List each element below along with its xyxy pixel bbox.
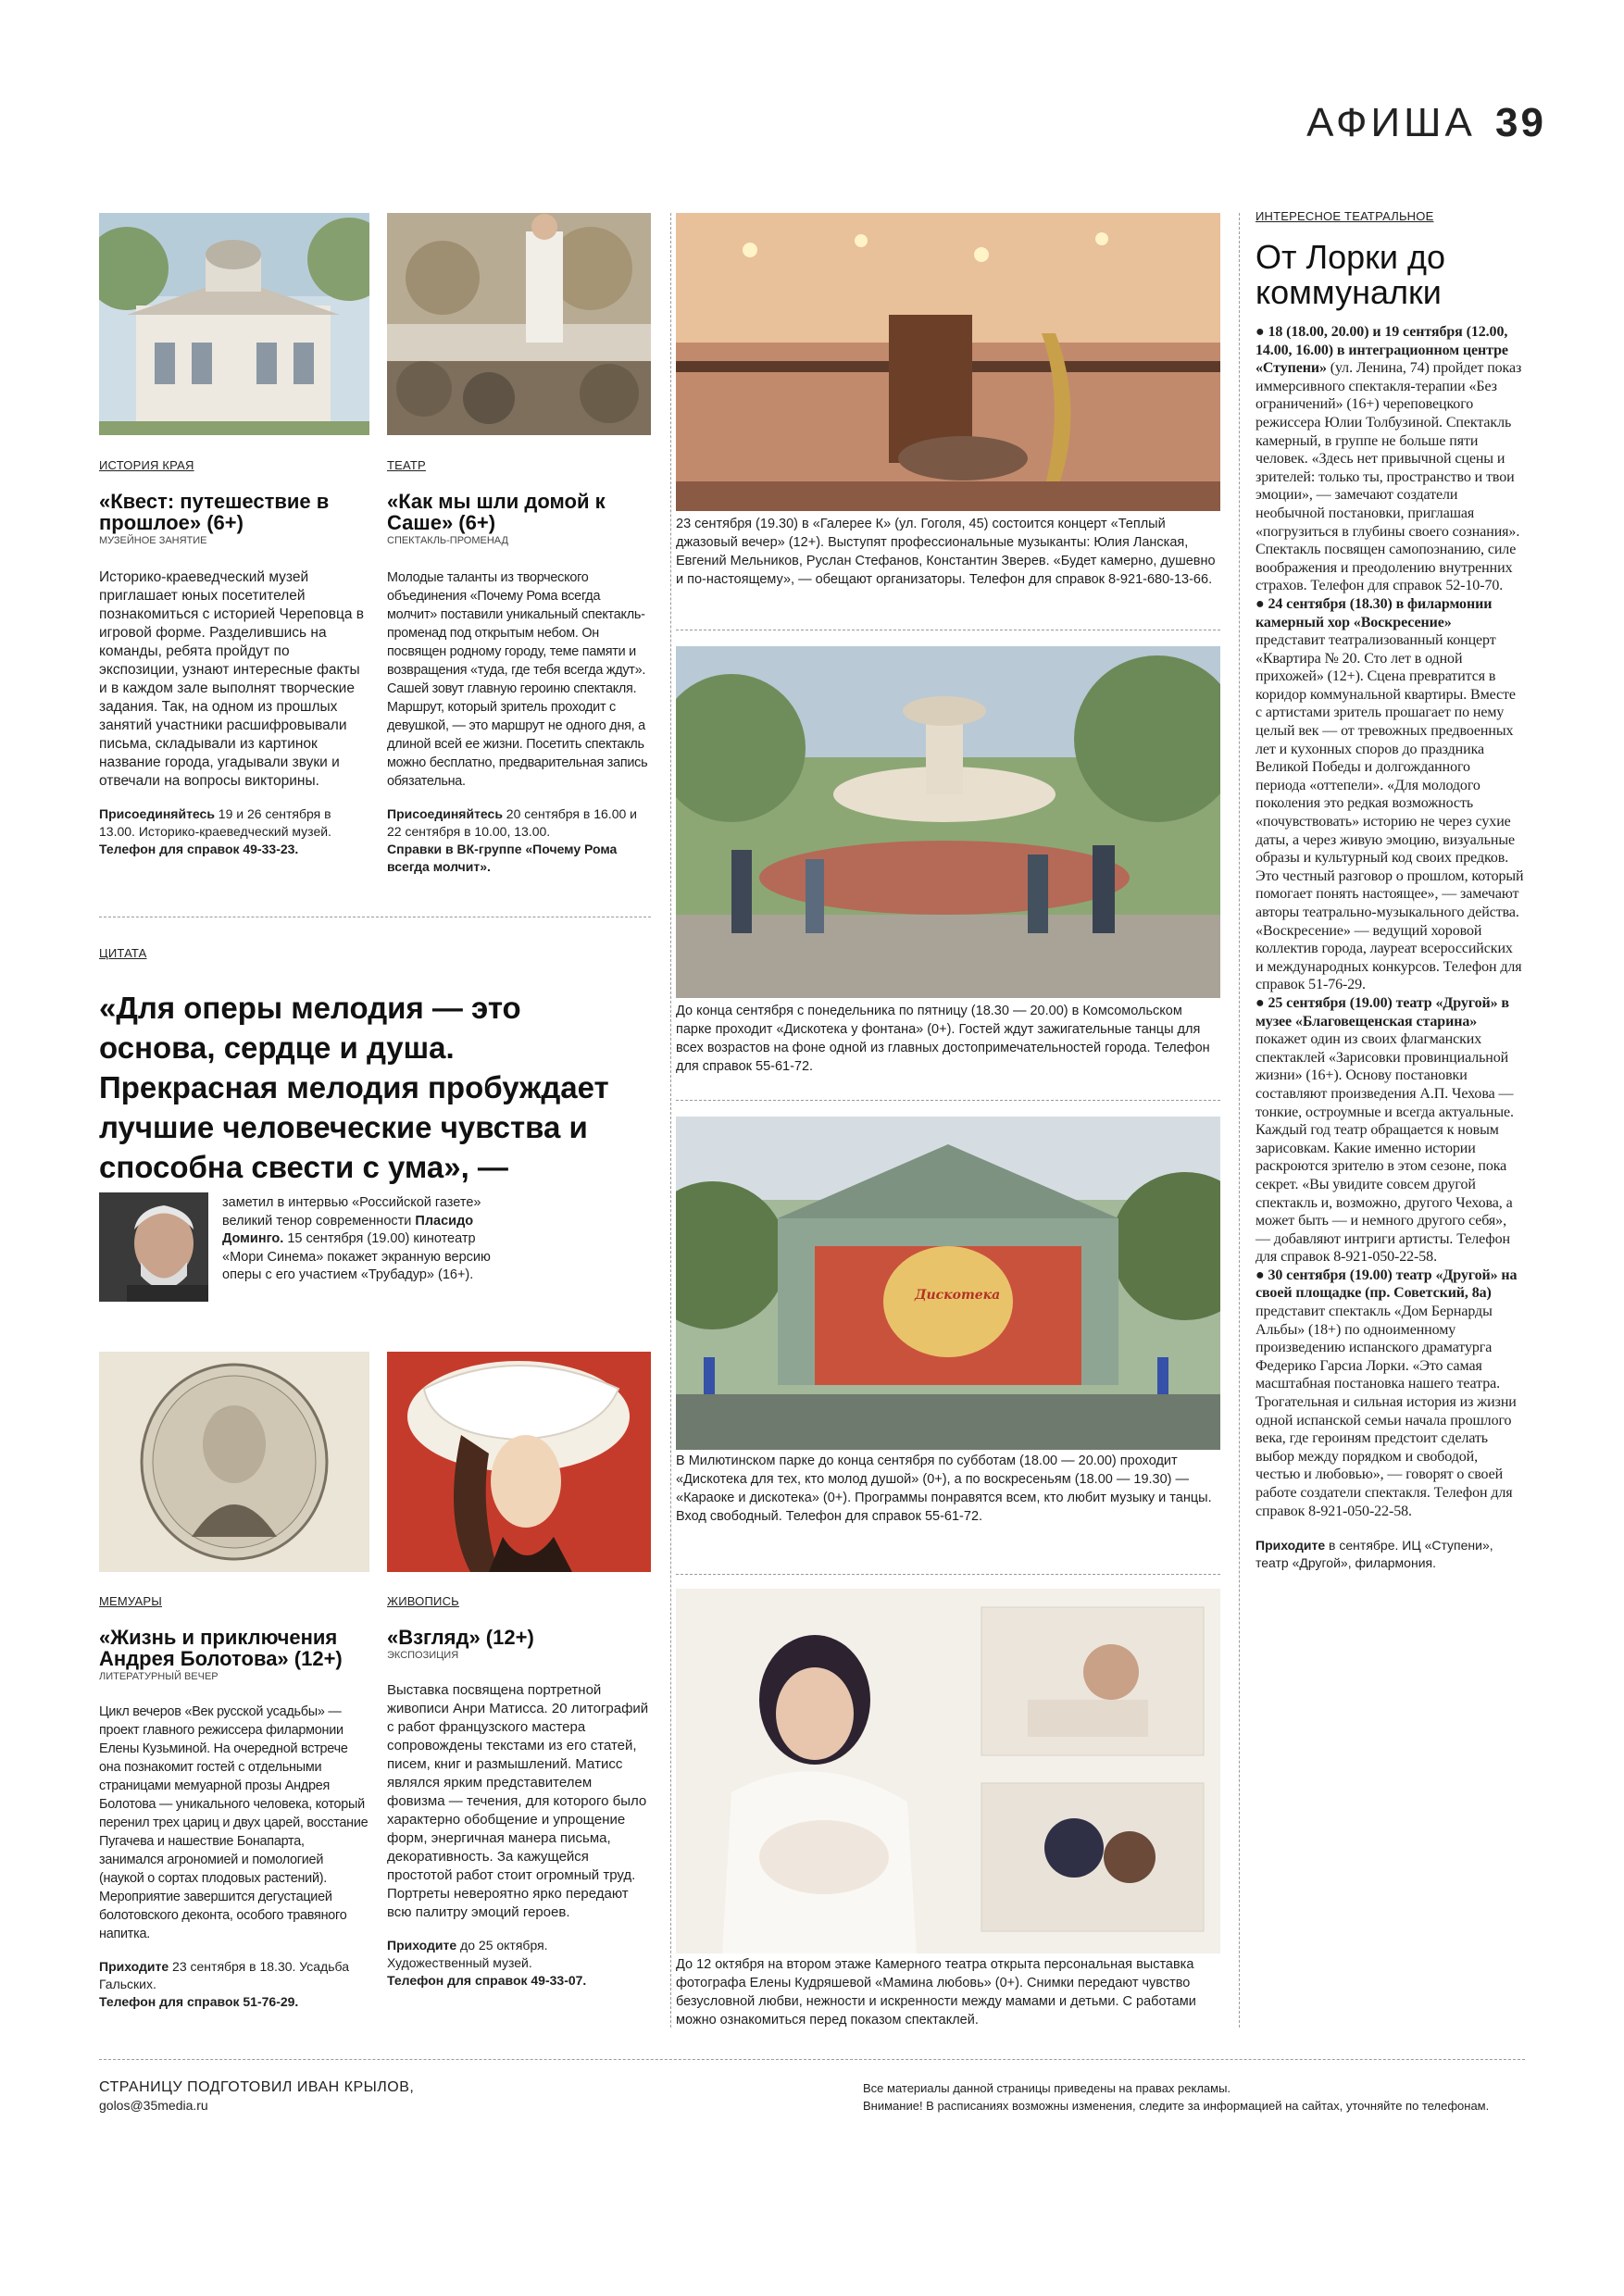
stage-sign: Дискотека bbox=[915, 1288, 1001, 1303]
info-text: до 25 октября. Художественный музей. bbox=[387, 1938, 548, 1970]
exhibition-caption: До 12 октября на втором этаже Камерного театра открыта персональная выставка фотографа Елены Кудряшевой «Мамина любовь» (0+). Снимки передают чувство безусловной любви, нежности и искренности между мамами и детьми. С работами можно ознакомиться перед показом спектаклей. bbox=[676, 1957, 1196, 2028]
article-title: От Лорки до коммуналки bbox=[1255, 238, 1446, 311]
article-body: Молодые таланты из творческого объединения «Почему Рома всегда молчит» поставили уникальный спектакль-променад под открытым небом. Он посвящен родному городу, теме памяти и возвращения «туда, где тебя всегда ждут». Сашей зовут главную героиню спектакля. Маршрут, который зритель проходит с девушкой, — это маршрут не одного дня, а длиной всей ее жизни. Посетить спектакль можно бесплатно, предварительная запись обязательна. bbox=[387, 570, 648, 789]
column-divider bbox=[670, 213, 671, 2028]
section-divider bbox=[676, 1574, 1220, 1575]
jazz-caption: 23 сентября (19.30) в «Галерее К» (ул. Гоголя, 45) состоится концерт «Теплый джазовый вечер» (12+). Выступят профессиональные музыканты: Юлия Ланская, Евгений Мельников, Руслан Стефанов, Константин Зверев. «Будет камерно, душевно и по-настоящему», — обещают организаторы. Телефон для справок 8-921-680-13-66. bbox=[676, 517, 1216, 587]
exhibition-illustration bbox=[676, 1589, 1220, 1953]
article-info bbox=[1255, 1537, 1524, 1572]
article-title: «Взгляд» (12+) bbox=[387, 1626, 534, 1649]
article-walk bbox=[387, 458, 651, 876]
theatre-photo bbox=[387, 213, 651, 435]
rubric: ИСТОРИЯ КРАЯ bbox=[99, 458, 194, 472]
event-lead: ● 25 сентября (19.00) театр «Другой» в музее «Благовещенская старина» bbox=[1255, 995, 1509, 1029]
info-label: Приходите bbox=[1255, 1538, 1326, 1554]
info-label: Присоединяйтесь bbox=[99, 806, 215, 821]
column-divider bbox=[1239, 213, 1240, 2028]
article-info bbox=[387, 1937, 651, 1990]
stage-illustration bbox=[676, 1117, 1220, 1450]
article-vzglyad bbox=[387, 1594, 651, 1990]
event-text: покажет один из своих флагманских спектаклей «Зарисовки провинциальной жизни» (16+). Основу постановки составляют произведения А.П. Чехова — тонкие, остроумные и всегда актуальные. Каждый год театр обращается к новым зарисовкам. Какие именно истории раскроются зрителю в этом сезоне, пока секрет. «Вы увидите совсем другой спектакль и, возможно, другого Чехова, а может быть — и немного другого себя», — добавляют интриги артисты. Телефон для справок 8-921-050-22-58. bbox=[1255, 1031, 1514, 1266]
rubric: МЕМУАРЫ bbox=[99, 1594, 162, 1608]
info-phone: Справки в ВК-группе «Почему Рома всегда молчит». bbox=[387, 842, 618, 874]
theatre-illustration bbox=[387, 213, 651, 435]
rubric: ТЕАТР bbox=[387, 458, 426, 472]
event-lead: ● 30 сентября (19.00) театр «Другой» на своей площадке (пр. Советский, 8а) bbox=[1255, 1267, 1517, 1302]
exhibition-photo bbox=[676, 1589, 1220, 1953]
article-title: «Как мы шли домой к Саше» (6+) bbox=[387, 490, 606, 534]
stage-caption: В Милютинском парке до конца сентября по субботам (18.00 — 20.00) проходит «Дискотека для тех, кто молод душой» (0+), а по воскресеньям (18.00 — 19.30) — «Караоке и дискотека» (0+). Программы понравятся всем, кто любит музыку и танцы. Вход свободный. Телефон для справок 55-61-72. bbox=[676, 1454, 1212, 1524]
painting-illustration bbox=[387, 1352, 651, 1572]
credit-text: СТРАНИЦУ ПОДГОТОВИЛ ИВАН КРЫЛОВ, bbox=[99, 2079, 415, 2095]
footer-divider bbox=[99, 2059, 1525, 2060]
info-text: в сентябре. ИЦ «Ступени», театр «Другой», филармония. bbox=[1255, 1538, 1493, 1571]
credit-email: golos@35media.ru bbox=[99, 2098, 208, 2113]
portrait-illustration bbox=[99, 1192, 208, 1302]
article-body: Историко-краеведческий музей приглашает юных посетителей познакомиться с историей Череповца в игровой форме. Разделившись на команды, ребята пройдут по экспозиции, узнают интересные факты и в каждом зале выполнят творческие задания. Так, на одном из прошлых занятий участники расшифровывали письма, складывали из картинок название города, угадывали звуки и отвечали на вопросы викторины. bbox=[99, 569, 364, 789]
event-lead: ● 24 сентября (18.30) в филармонии камерный хор «Воскресение» bbox=[1255, 596, 1492, 630]
engraving-illustration bbox=[99, 1352, 369, 1572]
footer-notes bbox=[863, 2079, 1526, 2115]
jazz-illustration bbox=[676, 213, 1220, 511]
article-body: Выставка посвящена портретной живописи Анри Матисса. 20 литографий с работ французского мастера сопровождены текстами из его статей, писем, книг и размышлений. Матисс являлся ярким представителем фовизма — течения, для которого было характерно обобщение и упрощение форм, энергичная манера письма, декоративность. За кажущейся простотой работ стоит огромный труд. Портреты невероятно ярко передают всю палитру эмоций героев. bbox=[387, 1682, 649, 1920]
section-title: АФИША bbox=[1306, 100, 1476, 145]
section-header bbox=[1306, 100, 1546, 146]
rubric: ЦИТАТА bbox=[99, 946, 147, 960]
info-label: Приходите bbox=[99, 1959, 169, 1974]
info-phone: Телефон для справок 51-76-29. bbox=[99, 1994, 299, 2009]
footer-note: Внимание! В расписаниях возможны изменения, следите за информацией на сайтах, уточняйте по телефонам. bbox=[863, 2099, 1490, 2113]
event-text: представит театрализованный концерт «Квартира № 20. Сто лет в одной прихожей» (12+). Сцена превратится в коридор коммунальной квартиры. Вместе с артистами зритель прошагает по нему целый век — от тревожных предвоенных лет и кухонных споров до праздника Великой Победы и долгожданного периода «оттепели». «Для молодого поколения это редкая возможность «почувствовать» историю не через сухие даты, а через живую эмоцию, визуальные образы и культурный код своих предков. Это честный разговор о прошлом, который помогает понять настоящее», — замечают авторы театрально-музыкального действа. «Воскресение» — ведущий хоровой коллектив города, лауреат всероссийских и международных конкурсов. Телефон для справок 51-76-29. bbox=[1255, 632, 1524, 993]
info-text: 19 и 26 сентября в 13.00. Историко-краеведческий музей. bbox=[99, 806, 331, 839]
event-text: представит спектакль «Дом Бернарды Альбы» (18+) по одноименному произведению испанского драматурга Федерико Гарсиа Лорки. «Это самая масштабная постановка нашего театра. Трогательная и сильная история из жизни одной испанской семьи начала прошлого века, где героиням предстоит сделать выбор между порядком и свободой, честью и любовью», — говорят о своей работе создатели спектакля. Телефон для справок 8-921-050-22-58. bbox=[1255, 1304, 1517, 1519]
article-info bbox=[99, 805, 369, 858]
fountain-caption: До конца сентября с понедельника по пятницу (18.30 — 20.00) в Комсомольском парке проходит «Дискотека у фонтана» (0+). Гостей ждут зажигательные танцы для всех возрастов на фоне одной из главных достопримечательностей города. Телефон для справок 55-61-72. bbox=[676, 1004, 1210, 1074]
info-text: 23 сентября в 18.30. Усадьба Гальских. bbox=[99, 1959, 349, 1991]
bolotov-engraving bbox=[99, 1352, 369, 1572]
rubric: ЖИВОПИСЬ bbox=[387, 1594, 459, 1608]
article-body: Цикл вечеров «Век русской усадьбы» — проект главного режиссера филармонии Елены Кузьминой. На очередной встрече она познакомит гостей с отдельными страницами мемуарной прозы Андрея Болотова — уникального человека, который перенил трех цариц и двух царей, восстание Пугачева и нашествие Бонапарта, занимался агрономией и помологией (наукой о сортах плодовых растений). Мероприятие завершится дегустацией болотовского деконта, особого травяного напитка. bbox=[99, 1704, 369, 1941]
page-number: 39 bbox=[1495, 100, 1546, 145]
matisse-painting bbox=[387, 1352, 651, 1572]
event-text: (ул. Ленина, 74) пройдет показ иммерсивного спектакля-терапии «Без ограничений» (16+) череповецкого режиссера Юлии Толбузиной. Спектакль камерный, в группе не больше пяти человек. «Здесь нет привычной сцены и зрителей: только ты, пространство и твои эмоции», — замечают создатели необычной постановки, приглашая «погрузиться в глубины своего сознания». Спектакль посвящен самопознанию, силе воображения и преодолению внутренних страхов. Телефон для справок 52-10-70. bbox=[1255, 360, 1522, 594]
fountain-photo bbox=[676, 646, 1220, 998]
article-subtitle: СПЕКТАКЛЬ-ПРОМЕНАД bbox=[387, 535, 508, 546]
info-phone: Телефон для справок 49-33-07. bbox=[387, 1973, 587, 1988]
quote-text: «Для оперы мелодия — это основа, сердце и душа. Прекрасная мелодия пробуждает лучшие человеческие чувства и способна свести с ума», — bbox=[99, 991, 609, 1184]
museum-illustration bbox=[99, 213, 369, 435]
info-text: 20 сентября в 16.00 и 22 сентября в 10.00, 13.00. bbox=[387, 806, 637, 839]
article-title: «Жизнь и приключения Андрея Болотова» (12+) bbox=[99, 1626, 343, 1670]
portrait-photo bbox=[99, 1192, 208, 1302]
article-bolotov bbox=[99, 1594, 369, 2011]
museum-photo bbox=[99, 213, 369, 435]
section-divider bbox=[676, 1100, 1220, 1101]
attr-name: Пласидо Доминго. bbox=[222, 1213, 474, 1246]
event-lead: ● 18 (18.00, 20.00) и 19 сентября (12.00, 14.00, 16.00) в интеграционном центре «Ступени» bbox=[1255, 324, 1508, 376]
article-quest bbox=[99, 458, 369, 858]
article-subtitle: МУЗЕЙНОЕ ЗАНЯТИЕ bbox=[99, 535, 207, 546]
info-label: Приходите bbox=[387, 1938, 457, 1953]
quote-attribution bbox=[222, 1194, 518, 1285]
article-body bbox=[1255, 323, 1524, 1520]
info-label: Присоединяйтесь bbox=[387, 806, 503, 821]
article-subtitle: ЛИТЕРАТУРНЫЙ ВЕЧЕР bbox=[99, 1671, 219, 1682]
quote-block bbox=[99, 946, 655, 1187]
footer-credit bbox=[99, 2079, 655, 2113]
jazz-photo bbox=[676, 213, 1220, 511]
info-phone: Телефон для справок 49-33-23. bbox=[99, 842, 299, 856]
article-info bbox=[99, 1958, 369, 2011]
rubric: ИНТЕРЕСНОЕ ТЕАТРАЛЬНОЕ bbox=[1255, 209, 1434, 223]
stage-photo bbox=[676, 1117, 1220, 1450]
article-info bbox=[387, 805, 651, 876]
article-subtitle: ЭКСПОЗИЦИЯ bbox=[387, 1650, 459, 1661]
fountain-illustration bbox=[676, 646, 1220, 998]
article-theatre bbox=[1255, 209, 1524, 1572]
footer-note: Все материалы данной страницы приведены на правах рекламы. bbox=[863, 2081, 1231, 2095]
attr-text-2: 15 сентября (19.00) кинотеатр «Мори Синема» покажет экранную версию оперы с его участием «Трубадур» (16+). bbox=[222, 1231, 491, 1282]
article-title: «Квест: путешествие в прошлое» (6+) bbox=[99, 490, 330, 534]
attr-text: заметил в интервью «Российской газете» великий тенор современности bbox=[222, 1195, 481, 1229]
